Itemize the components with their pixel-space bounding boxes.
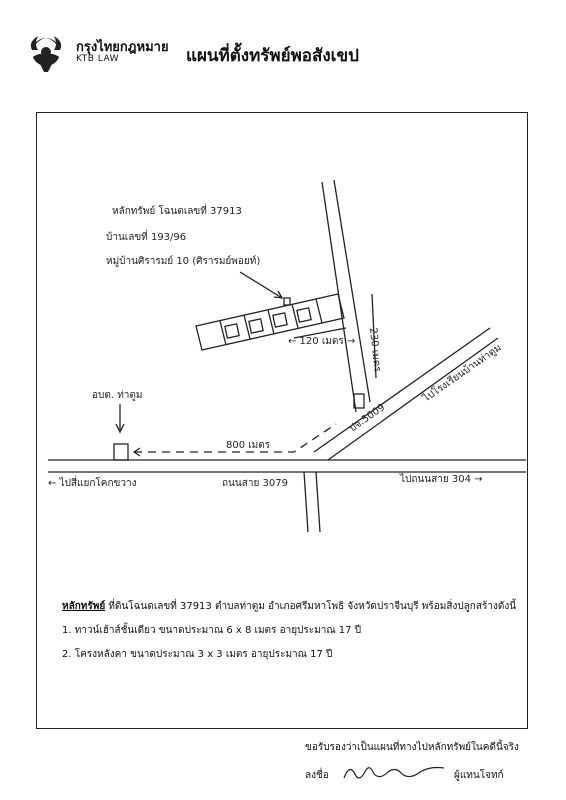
handwritten-signature	[340, 758, 450, 786]
location-map	[36, 112, 526, 532]
signature-label: ลงชื่อ	[305, 770, 329, 781]
obt-label: อบต. ท่าตูม	[92, 390, 143, 401]
south-road-right	[316, 472, 320, 532]
soi-road-right-edge	[334, 180, 370, 402]
distance-230-label: 230 เมตร	[367, 327, 383, 373]
property-description	[62, 600, 522, 661]
description-heading: หลักทรัพย์	[62, 601, 106, 612]
property-label-line3: หมู่บ้านศิรารมย์ 10 (ศิรารมย์พอยท์)	[106, 256, 261, 267]
south-road-left	[304, 472, 308, 532]
certification-text: ขอรับรองว่าเป็นแผนที่ทางไปหลักทรัพย์ในคดีนี้จริง	[305, 742, 519, 753]
to-nong-khan-label: ← ไปสี่แยกโคกขวาง	[48, 478, 137, 489]
property-marker	[284, 298, 290, 305]
signature-role: ผู้แทนโจทก์	[454, 770, 504, 781]
ktb-law-logo	[24, 30, 72, 76]
description-item: 1. ทาวน์เฮ้าส์ชั้นเดียว ขนาดประมาณ 6 x 8 เมตร อายุประมาณ 17 ปี	[62, 625, 362, 636]
page-title: แผนที่ตั้งทรัพย์พอสังเขป	[186, 46, 359, 66]
description-text: ที่ดินโฉนดเลขที่ 37913 ตำบลท่าตูม อำเภอศรีมหาโพธิ จังหวัดปราจีนบุรี พร้อมสิ่งปลูกสร้างดังนี้	[105, 601, 517, 612]
distance-120-label: ← 120 เมตร →	[288, 336, 356, 347]
description-item: 2. โครงหลังคา ขนาดประมาณ 3 x 3 เมตร อายุประมาณ 17 ปี	[62, 649, 333, 660]
property-pointer	[240, 272, 282, 298]
to-tha-tum-label: ไปโรงเรียนบ้านท่าตูม	[421, 342, 504, 405]
highway-3079-label: ถนนสาย 3079	[222, 478, 288, 489]
obt-building	[114, 444, 128, 460]
logo-thai-text: กรุงไทยกฎหมาย	[76, 40, 169, 55]
property-label-line2: บ้านเลขที่ 193/96	[106, 232, 187, 243]
logo-english-text: KTB LAW	[76, 54, 120, 64]
property-label-line1: หลักทรัพย์ โฉนดเลขที่ 37913	[112, 206, 242, 217]
document-header	[24, 30, 544, 80]
distance-800-label: 800 เมตร	[226, 440, 271, 451]
road-pj5009-label: ปจ.5009	[347, 402, 388, 435]
to-highway-304-label: ไปถนนสาย 304 →	[400, 474, 483, 485]
